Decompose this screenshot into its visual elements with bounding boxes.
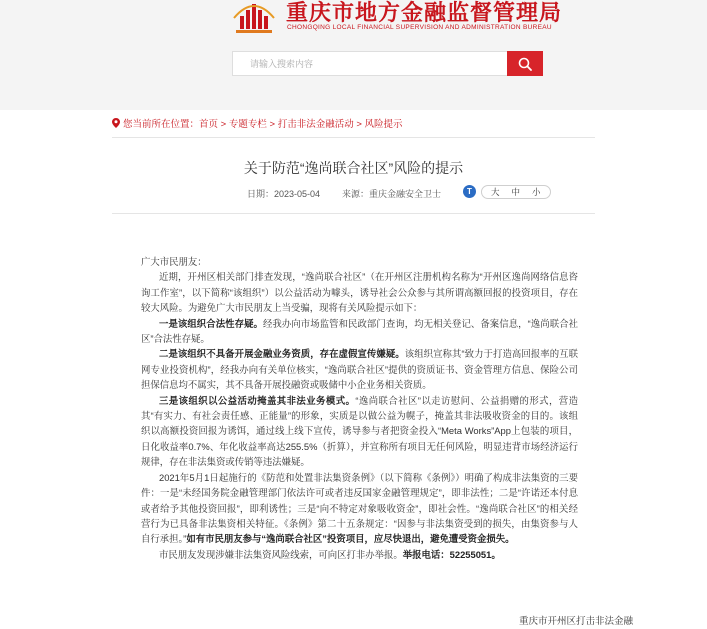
regulation-text: 2021年5月1日起施行的《防范和处置非法集资条例》（以下简称《条例》）明确了构成非法集资的三要件：一是“未经国务院金融管理部门依法许可或者违反国家金融管理规定”，即非法性；二是“许诺还本付息或者给予其他投资回报”，即利诱性；三是“向不特定对象吸收资金”，即社会性。“逸尚联合社区”的相关经营行为已具备非法集资相关特征。《条例》第二十五条规定：“因参与非法集资受到的损失，由集资参与人自行承担。”: [141, 471, 578, 545]
search-button[interactable]: [507, 51, 543, 76]
source-value: 重庆金融安全卫士: [369, 189, 442, 199]
breadcrumb-separator: >: [266, 119, 278, 130]
paragraph-intro: 近期，开州区相关部门排查发现，“逸尚联合社区”（在开州区注册机构名称为“开州区逸尚网络信息咨询工作室”，以下简称“该组织”）以公益活动为噱头，诱导社会公众参与其所谓高额回报的投资项目，存在较大风险。为避免广大市民朋友上当受骗，现将有关风险提示如下：: [141, 271, 578, 314]
article-body: [141, 254, 578, 562]
point-1-heading: 一是该组织合法性存疑。: [159, 317, 263, 329]
location-pin-icon: [112, 118, 120, 128]
greeting: 广大市民朋友：: [141, 256, 207, 267]
signature: 重庆市开州区打击非法金融: [518, 616, 633, 627]
date-label: 日期：: [247, 189, 275, 199]
divider: [112, 213, 595, 214]
paragraph-report: [141, 547, 578, 562]
point-1-text: 经我办向市场监管和民政部门查询，均无相关登记、备案信息，“逸尚联合社区”合法性存疑。: [141, 317, 578, 345]
building-logo-icon: [232, 0, 276, 34]
site-subtitle: CHONGQING LOCAL FINANCIAL SUPERVISION AND ADMINISTRATION BUREAU: [287, 24, 552, 31]
breadcrumb-prefix: 您当前所在位置：: [123, 119, 200, 130]
font-size-icon: T: [463, 185, 476, 198]
point-2-heading: 二是该组织不具备开展金融业务资质，存在虚假宣传嫌疑。: [159, 348, 405, 360]
search-bar: [232, 51, 543, 76]
breadcrumb-anti-illegal-finance[interactable]: 打击非法金融活动: [277, 119, 354, 130]
regulation-warning: 如有市民朋友参与“逸尚联合社区”投资项目，应尽快退出，避免遭受资金损失。: [186, 533, 515, 545]
date-value: 2023-05-04: [274, 189, 321, 199]
paragraph-point-2: [141, 346, 578, 392]
source-label: 来源：: [342, 189, 370, 199]
breadcrumb-topics[interactable]: 专题专栏: [228, 119, 267, 130]
breadcrumb-separator: >: [218, 119, 229, 130]
divider: [112, 137, 595, 138]
font-size-large[interactable]: 大: [491, 186, 500, 197]
breadcrumb: [112, 116, 403, 130]
font-size-options: [481, 185, 551, 199]
font-size-medium[interactable]: 中: [511, 186, 521, 197]
article-title: 关于防范“逸尚联合社区”风险的提示: [243, 160, 464, 176]
font-size-control: [463, 184, 551, 199]
breadcrumb-separator: >: [353, 119, 365, 130]
report-phone: 举报电话：52255051。: [402, 548, 501, 560]
search-input[interactable]: [233, 52, 507, 75]
article-date: [247, 187, 320, 200]
paragraph-point-3: [141, 393, 578, 470]
point-3-text: “逸尚联合社区”以走访慰问、公益捐赠的形式，营造其“有实力、有社会责任感、正能量”的形象，实质是以做公益为幌子，掩盖其非法吸收资金的目的。该组织以高额投资回报为诱饵，通过线上线下宣传，诱导参与者把资金投入“Meta Works”App上包装的项目，日化收益率0.7%、年化收益率高达255.5%（折算），并宣称所有项目无任何风险，明显违背市场经济运行规律，存在非法集资或传销等违法嫌疑。: [141, 394, 578, 468]
report-text: 市民朋友发现涉嫌非法集资风险线索，可向区打非办举报。: [159, 548, 403, 560]
paragraph-point-1: [141, 316, 578, 347]
site-title: 重庆市地方金融监督管理局: [286, 0, 563, 26]
search-icon: [518, 57, 532, 71]
paragraph-regulation: [141, 470, 578, 547]
breadcrumb-home[interactable]: 首页: [199, 119, 219, 130]
article-source: [342, 187, 441, 200]
font-size-small[interactable]: 小: [532, 186, 541, 197]
point-2-text: 该组织宣称其“致力于打造高回报率的互联网专业投资机构”，经我办向有关单位核实，“逸尚联合社区”提供的资质证书、资金管理方信息、保险公司担保信息均不属实，其不具备开展投融资或吸储中小企业务相关资质。: [141, 348, 578, 391]
site-header: [0, 0, 707, 110]
breadcrumb-risk-alert[interactable]: 风险提示: [364, 119, 403, 130]
point-3-heading: 三是该组织以公益活动掩盖其非法业务模式。: [159, 394, 356, 406]
